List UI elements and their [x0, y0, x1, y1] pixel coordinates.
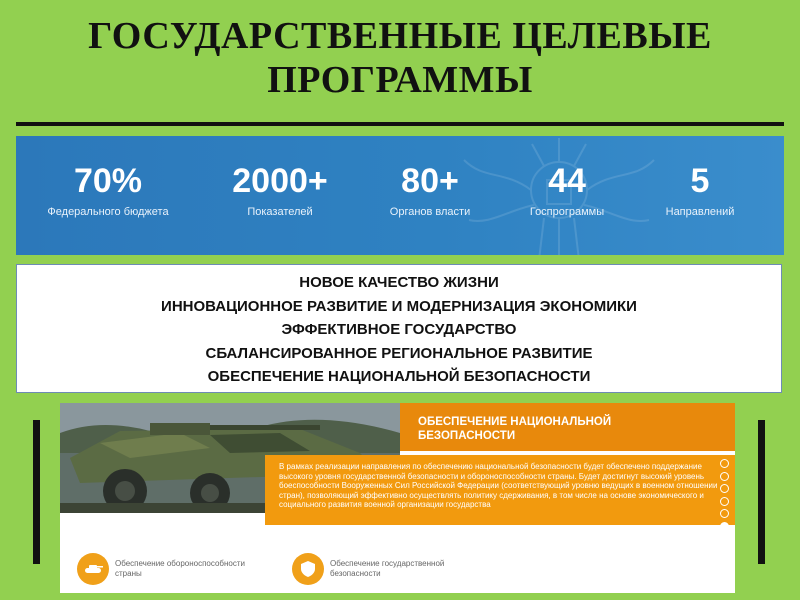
tank-icon	[77, 553, 109, 585]
direction-card	[60, 403, 735, 593]
slide-pagination	[720, 459, 729, 534]
title-underline	[16, 122, 784, 126]
stat-authorities	[365, 162, 495, 219]
stat-value: 2000+	[232, 162, 328, 200]
page-title	[0, 14, 800, 102]
goal-item: ИННОВАЦИОННОЕ РАЗВИТИЕ И МОДЕРНИЗАЦИЯ ЭКОНОМИКИ	[161, 297, 637, 315]
slide-dot[interactable]	[720, 497, 729, 506]
stat-label: Госпрограммы	[529, 206, 605, 218]
feature-label-line2: страны	[115, 569, 142, 578]
stat-label: Органов власти	[389, 206, 471, 218]
stat-value: 70%	[73, 162, 143, 200]
stats-panel	[16, 136, 784, 255]
card-description: В рамках реализации направления по обеспечению национальной безопасности будет обеспечено поддержание высокого уровня государственной безопасности и обороноспособности страны. Будет достигнут высокий уровень боеспособности Вооруженных Сил Российской Федерации (соответствующий уровню ведущих в военном отношении стран), позволяющий эффективно осуществлять политику сдерживания, в том числе на основе экономического и социального развития военной организации государства	[279, 462, 718, 509]
feature-label-line2: безопасности	[330, 569, 381, 578]
slide-dot[interactable]	[720, 509, 729, 518]
card-description-panel	[265, 455, 735, 525]
goal-item: ОБЕСПЕЧЕНИЕ НАЦИОНАЛЬНОЙ БЕЗОПАСНОСТИ	[207, 368, 591, 385]
stat-value: 44	[548, 162, 586, 200]
right-accent-bar	[758, 420, 765, 564]
stat-label: Направлений	[665, 206, 735, 218]
feature-security[interactable]	[292, 553, 444, 585]
stat-label: Федерального бюджета	[47, 206, 169, 218]
slide-dot[interactable]	[720, 459, 729, 468]
left-accent-bar	[33, 420, 40, 564]
card-heading-line2: БЕЗОПАСНОСТИ	[418, 430, 516, 442]
shield-icon	[292, 553, 324, 585]
stat-indicators	[215, 162, 345, 219]
stat-value: 5	[690, 162, 710, 200]
card-heading-banner	[400, 403, 735, 451]
feature-label	[115, 559, 245, 579]
feature-label	[330, 559, 444, 579]
slide-dot[interactable]	[720, 472, 729, 481]
stat-directions	[635, 162, 765, 219]
card-heading	[418, 415, 611, 443]
goal-item: СБАЛАНСИРОВАННОЕ РЕГИОНАЛЬНОЕ РАЗВИТИЕ	[205, 344, 593, 362]
feature-label-line1: Обеспечение обороноспособности	[115, 559, 246, 568]
stat-label: Показателей	[247, 206, 313, 218]
goal-item: ЭФФЕКТИВНОЕ ГОСУДАРСТВО	[281, 321, 517, 338]
stat-budget	[43, 162, 173, 219]
stat-value: 80+	[401, 162, 459, 200]
slide-dot-active[interactable]	[720, 522, 729, 531]
feature-defense[interactable]	[77, 553, 245, 585]
feature-label-line1: Обеспечение государственной	[330, 559, 445, 568]
page-title-line2: ПРОГРАММЫ	[267, 59, 533, 101]
slide-dot[interactable]	[720, 484, 729, 493]
card-heading-line1: ОБЕСПЕЧЕНИЕ НАЦИОНАЛЬНОЙ	[418, 416, 612, 428]
page-title-line1: ГОСУДАРСТВЕННЫЕ ЦЕЛЕВЫЕ	[88, 15, 712, 57]
stat-programs	[502, 162, 632, 219]
goals-box	[16, 264, 782, 393]
goal-item: НОВОЕ КАЧЕСТВО ЖИЗНИ	[299, 274, 499, 291]
